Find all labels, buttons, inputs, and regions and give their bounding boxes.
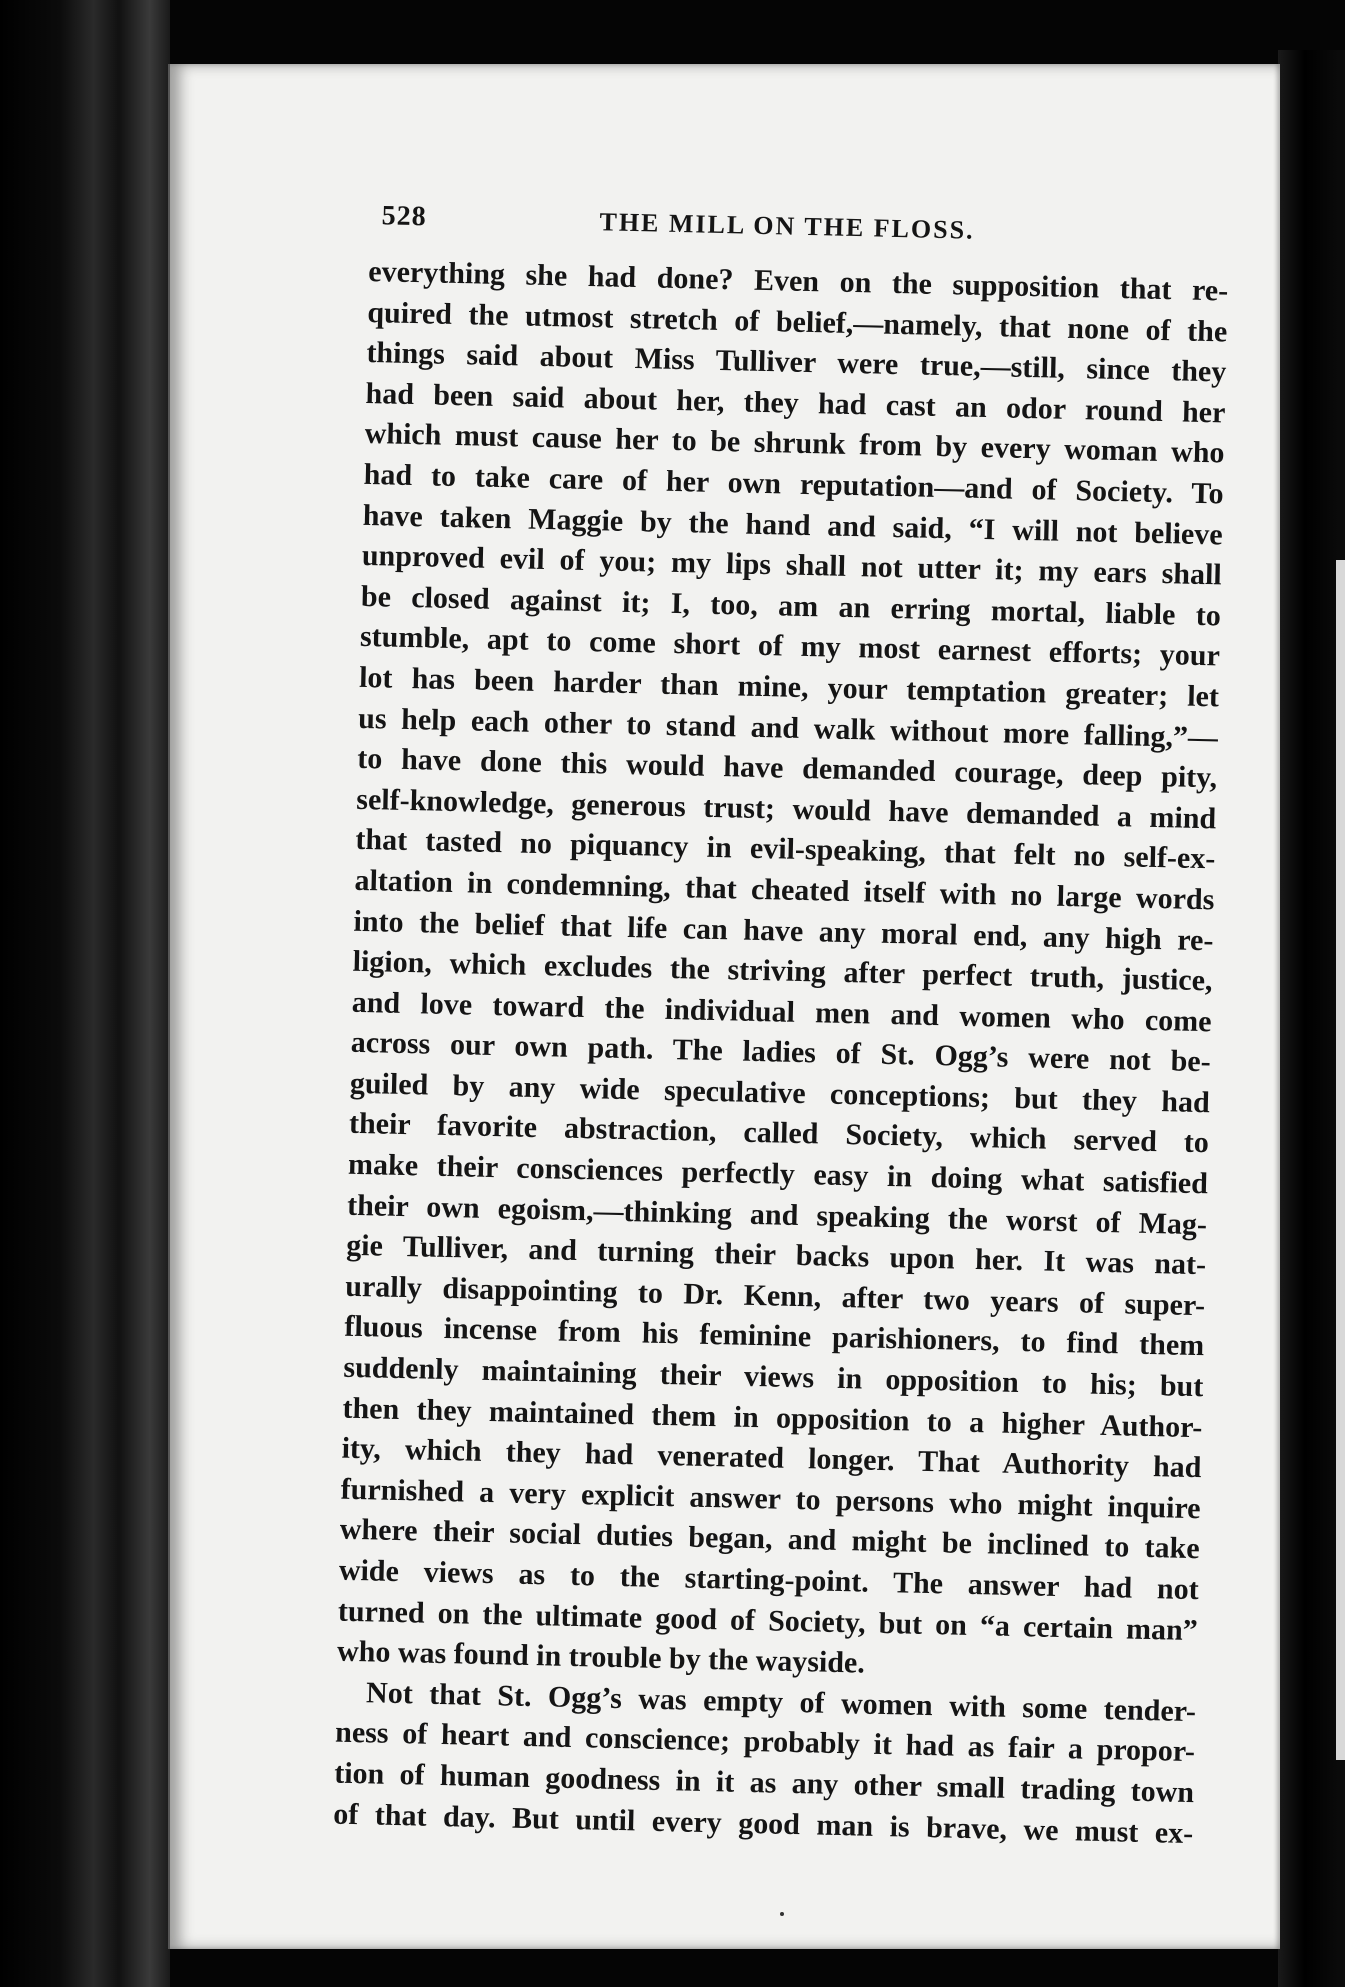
text-line: had been said about her, they had cast an odor round her: [365, 376, 1226, 430]
text-line: us help each other to stand and walk without more falling,”—: [357, 701, 1219, 754]
page-number: 528: [381, 200, 427, 233]
text-line: their favorite abstraction, called Society, which served to: [348, 1107, 1210, 1160]
text-line: unproved evil of you; my lips shall not utter it; my ears shall: [361, 539, 1223, 592]
text-line: then they maintained them in opposition to a higher Author-: [342, 1391, 1203, 1444]
page-text-block: [333, 200, 1230, 1854]
text-line: tion of human goodness in it as any other small trading town: [333, 1756, 1195, 1810]
text-line: of that day. But until every good man is brave, we must ex-: [333, 1797, 1194, 1850]
text-line: ness of heart and conscience; probably it had as fair a propor-: [334, 1715, 1196, 1769]
text-line: everything she had done? Even on the supposition that re-: [368, 254, 1229, 308]
text-line: into the belief that life can have any moral end, any high re-: [353, 904, 1214, 957]
text-line: have taken Maggie by the hand and said, “I will not believe: [362, 498, 1224, 551]
text-line: had to take care of her own reputation—and of Society. To: [363, 457, 1224, 511]
text-line: which must cause her to be shrunk from by every woman who: [364, 417, 1225, 470]
text-line: quired the utmost stretch of belief,—namely, that none of the: [367, 295, 1228, 349]
text-line: who was found in trouble by the wayside.: [336, 1634, 866, 1680]
text-line: ligion, which excludes the striving after perfect truth, justice,: [352, 944, 1213, 998]
text-line: suddenly maintaining their views in opposition to his; but: [343, 1350, 1204, 1404]
text-line: turned on the ultimate good of Society, but on “a certain man”: [337, 1594, 1199, 1647]
text-line: gie Tulliver, and turning their backs upon her. It was nat-: [345, 1228, 1207, 1282]
text-line: furnished a very explicit answer to persons who might inquire: [340, 1472, 1201, 1525]
text-line: fluous incense from his feminine parishioners, to find them: [344, 1310, 1205, 1363]
text-line: guiled by any wide speculative conceptions; but they had: [349, 1066, 1211, 1120]
text-line: across our own path. The ladies of St. Ogg’s were not be-: [350, 1026, 1212, 1079]
text-line: and love toward the individual men and women who come: [351, 985, 1212, 1038]
book-title: THE MILL ON THE FLOSS.: [599, 207, 975, 245]
text-line: to have done this would have demanded courage, deep pity,: [356, 741, 1218, 795]
text-line: things said about Miss Tulliver were true,—still, since they: [366, 336, 1227, 389]
text-line: urally disappointing to Dr. Kenn, after two years of super-: [344, 1269, 1206, 1323]
text-line: ity, which they had venerated longer. That Authority had: [341, 1431, 1202, 1485]
text-line: altation in condemning, that cheated itself with no large words: [354, 863, 1215, 917]
text-line: Not that St. Ogg’s was empty of women with some tender-: [365, 1676, 1197, 1728]
text-line: be closed against it; I, too, am an erring mortal, liable to: [360, 579, 1222, 633]
text-line: that tasted no piquancy in evil-speaking, that felt no self-ex-: [355, 823, 1216, 876]
body-text: [333, 252, 1229, 1854]
text-line: their own egoism,—thinking and speaking the worst of Mag-: [346, 1188, 1208, 1241]
text-line: wide views as to the starting-point. The answer had not: [338, 1553, 1200, 1607]
text-line: lot has been harder than mine, your temptation greater; let: [358, 660, 1220, 714]
text-line: stumble, apt to come short of my most earnest efforts; your: [359, 620, 1221, 673]
text-line: self-knowledge, generous trust; would have demanded a mind: [356, 782, 1217, 836]
scan-right-border: [1278, 50, 1345, 1987]
text-line: make their consciences perfectly easy in doing what satisfied: [347, 1147, 1209, 1201]
text-line: where their social duties began, and might be inclined to take: [339, 1513, 1200, 1566]
ink-speck: [780, 1912, 784, 1916]
next-page-edge: [1336, 560, 1345, 1760]
scan-left-border: [0, 0, 170, 1987]
